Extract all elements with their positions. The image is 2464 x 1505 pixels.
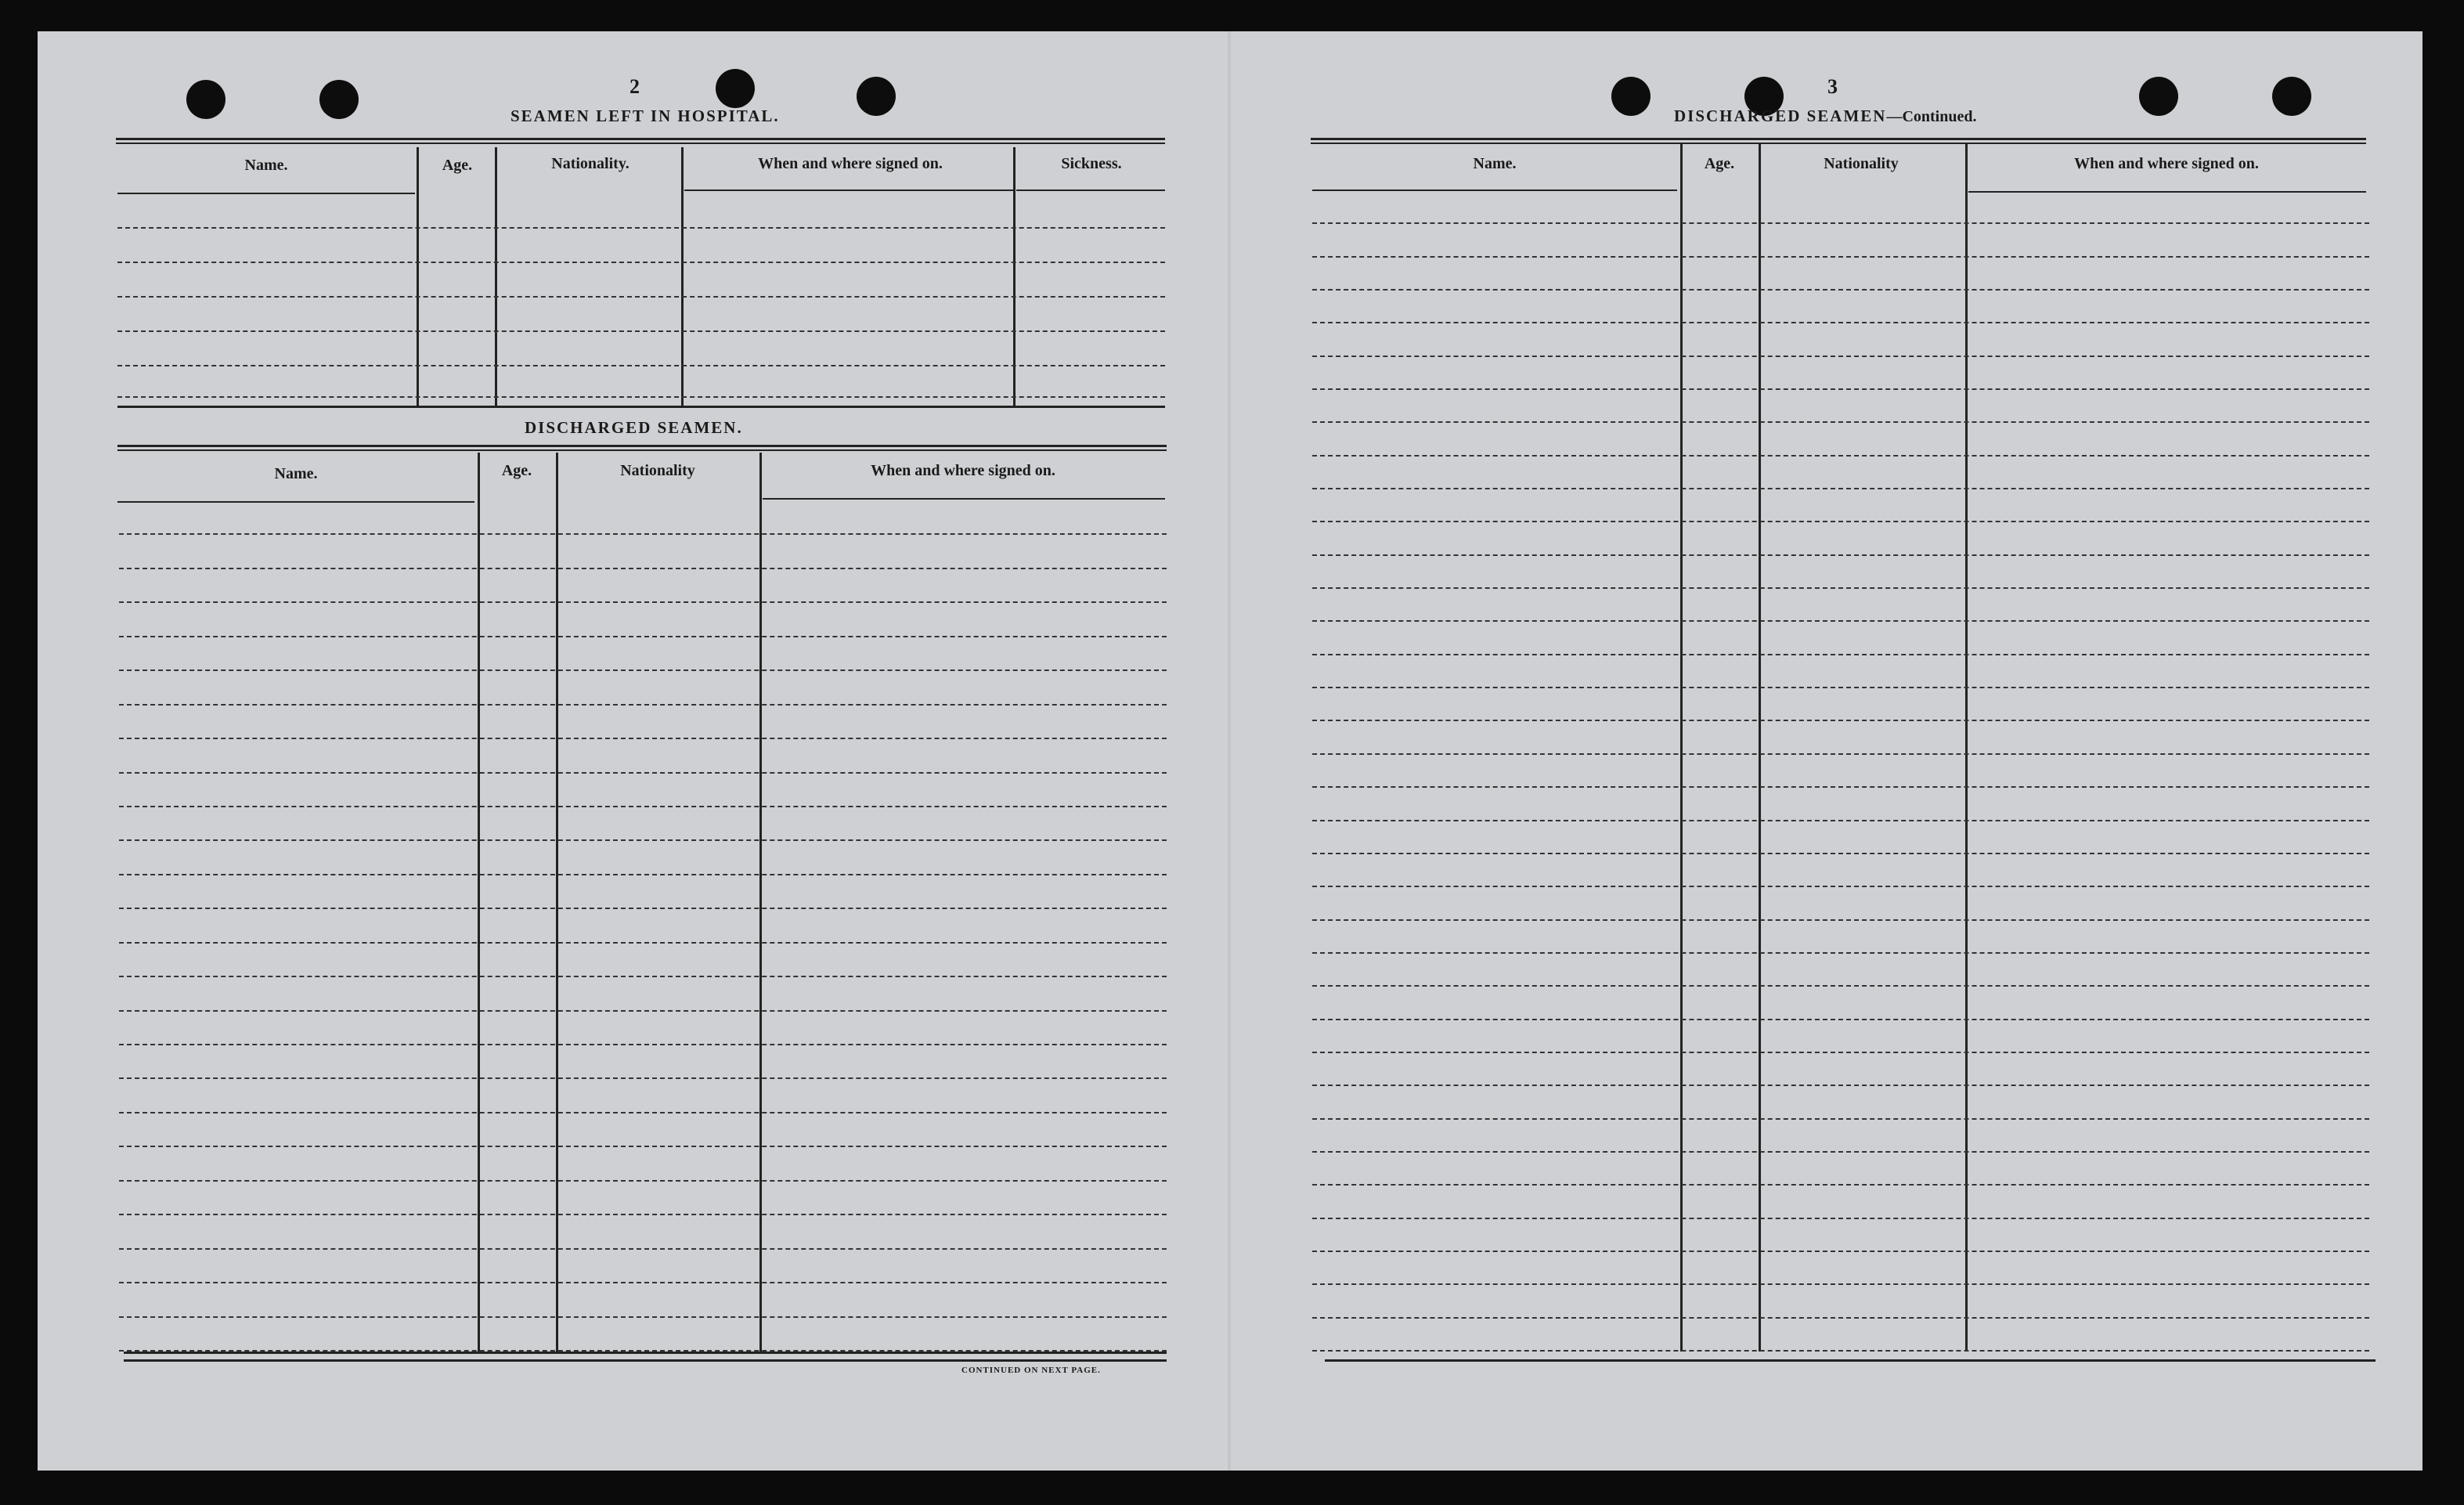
table-row xyxy=(1312,1085,2369,1086)
table-row xyxy=(1312,322,2369,323)
center-fold xyxy=(1228,31,1231,1471)
column-header-sickness: Sickness. xyxy=(1061,155,1122,172)
page-number: 3 xyxy=(1827,75,1838,98)
title-suffix: —Continued. xyxy=(1886,108,1977,125)
table-top-rule xyxy=(1311,138,2366,144)
table-row xyxy=(119,704,1167,706)
column-header-signed-on: When and where signed on. xyxy=(758,155,943,172)
column-header-signed-on: When and where signed on. xyxy=(871,462,1055,479)
column-header-nationality: Nationality xyxy=(1824,155,1899,172)
punch-hole xyxy=(716,69,755,108)
header-underline xyxy=(684,189,1013,191)
table-row xyxy=(119,874,1167,875)
column-header-age: Age. xyxy=(501,462,532,479)
table-row xyxy=(119,1180,1167,1182)
table-top-rule xyxy=(116,138,1165,144)
table-row xyxy=(119,1146,1167,1147)
table-row xyxy=(119,1112,1167,1113)
table-row xyxy=(119,772,1167,774)
column-header-name: Name. xyxy=(244,157,288,174)
table-row xyxy=(1312,289,2369,291)
discharged-continued-row-area xyxy=(1312,191,2369,1352)
table-row xyxy=(1312,985,2369,987)
table-row xyxy=(1312,687,2369,688)
table-row xyxy=(1312,488,2369,489)
table-bottom-rule xyxy=(124,1352,1167,1354)
table-row xyxy=(1312,620,2369,622)
table-row xyxy=(1312,919,2369,921)
continued-note: CONTINUED ON NEXT PAGE. xyxy=(961,1366,1101,1375)
table-row xyxy=(1312,587,2369,589)
table-row xyxy=(119,908,1167,909)
punch-hole xyxy=(186,80,225,119)
table-row xyxy=(1312,1283,2369,1285)
discharged-row-area xyxy=(119,501,1167,1352)
table-row xyxy=(119,1010,1167,1012)
table-row xyxy=(119,1282,1167,1283)
title-main: DISCHARGED SEAMEN xyxy=(1674,106,1887,125)
table-row xyxy=(119,1316,1167,1318)
table-row xyxy=(1312,886,2369,887)
punch-hole xyxy=(1611,77,1650,116)
column-header-nationality: Nationality. xyxy=(551,155,630,172)
table-row xyxy=(117,330,1165,332)
table-row xyxy=(119,1044,1167,1045)
table-row xyxy=(117,227,1165,229)
table-row xyxy=(117,296,1165,298)
table-row xyxy=(1312,455,2369,457)
page-number: 2 xyxy=(630,75,640,98)
punch-hole xyxy=(2272,77,2311,116)
table-row xyxy=(1312,421,2369,423)
discharged-section-title: DISCHARGED SEAMEN. xyxy=(525,418,743,437)
punch-hole xyxy=(319,80,359,119)
table-row xyxy=(1312,753,2369,755)
table-row xyxy=(1312,853,2369,854)
discharged-continued-title xyxy=(1674,106,1976,126)
column-header-signed-on: When and where signed on. xyxy=(2074,155,2259,172)
table-row xyxy=(117,365,1165,366)
table-row xyxy=(119,669,1167,671)
table-row xyxy=(1312,554,2369,556)
table-row xyxy=(1312,1184,2369,1186)
table-row xyxy=(1312,1350,2369,1352)
table-row xyxy=(1312,1118,2369,1120)
table-row xyxy=(119,533,1167,535)
table-row xyxy=(1312,355,2369,357)
table-top-rule xyxy=(117,445,1167,451)
column-header-name: Name. xyxy=(274,465,318,482)
column-header-name: Name. xyxy=(1473,155,1517,172)
table-row xyxy=(119,568,1167,569)
punch-hole xyxy=(857,77,896,116)
table-row xyxy=(1312,820,2369,821)
table-row xyxy=(1312,952,2369,954)
column-header-age: Age. xyxy=(442,157,473,174)
hospital-row-area xyxy=(117,194,1165,406)
table-row xyxy=(1312,1151,2369,1153)
table-row xyxy=(119,1248,1167,1250)
punch-hole xyxy=(2139,77,2178,116)
table-row xyxy=(119,1077,1167,1079)
table-row xyxy=(117,262,1165,263)
table-row xyxy=(1312,654,2369,655)
table-row xyxy=(1312,1019,2369,1020)
header-underline xyxy=(1016,189,1165,191)
table-row xyxy=(1312,786,2369,788)
table-bottom-rule xyxy=(124,1359,1167,1362)
hospital-section-title: SEAMEN LEFT IN HOSPITAL. xyxy=(510,106,780,125)
table-row xyxy=(119,636,1167,637)
table-row xyxy=(119,976,1167,977)
table-row xyxy=(1312,1052,2369,1053)
table-row xyxy=(1312,521,2369,522)
table-row xyxy=(119,738,1167,739)
table-row xyxy=(1312,388,2369,390)
column-header-age: Age. xyxy=(1704,155,1735,172)
table-row xyxy=(1312,1251,2369,1252)
column-header-nationality: Nationality xyxy=(620,462,695,479)
header-underline xyxy=(763,498,1165,500)
table-row xyxy=(1312,720,2369,721)
table-row xyxy=(1312,256,2369,258)
table-row xyxy=(117,396,1165,398)
table-row xyxy=(1312,1317,2369,1319)
table-row xyxy=(119,1214,1167,1215)
table-row xyxy=(119,942,1167,944)
table-row xyxy=(1312,1218,2369,1219)
section-rule xyxy=(117,406,1165,408)
table-bottom-rule xyxy=(1325,1359,2376,1362)
table-row xyxy=(119,601,1167,603)
table-row xyxy=(119,806,1167,807)
table-row xyxy=(119,839,1167,841)
table-row xyxy=(1312,222,2369,224)
